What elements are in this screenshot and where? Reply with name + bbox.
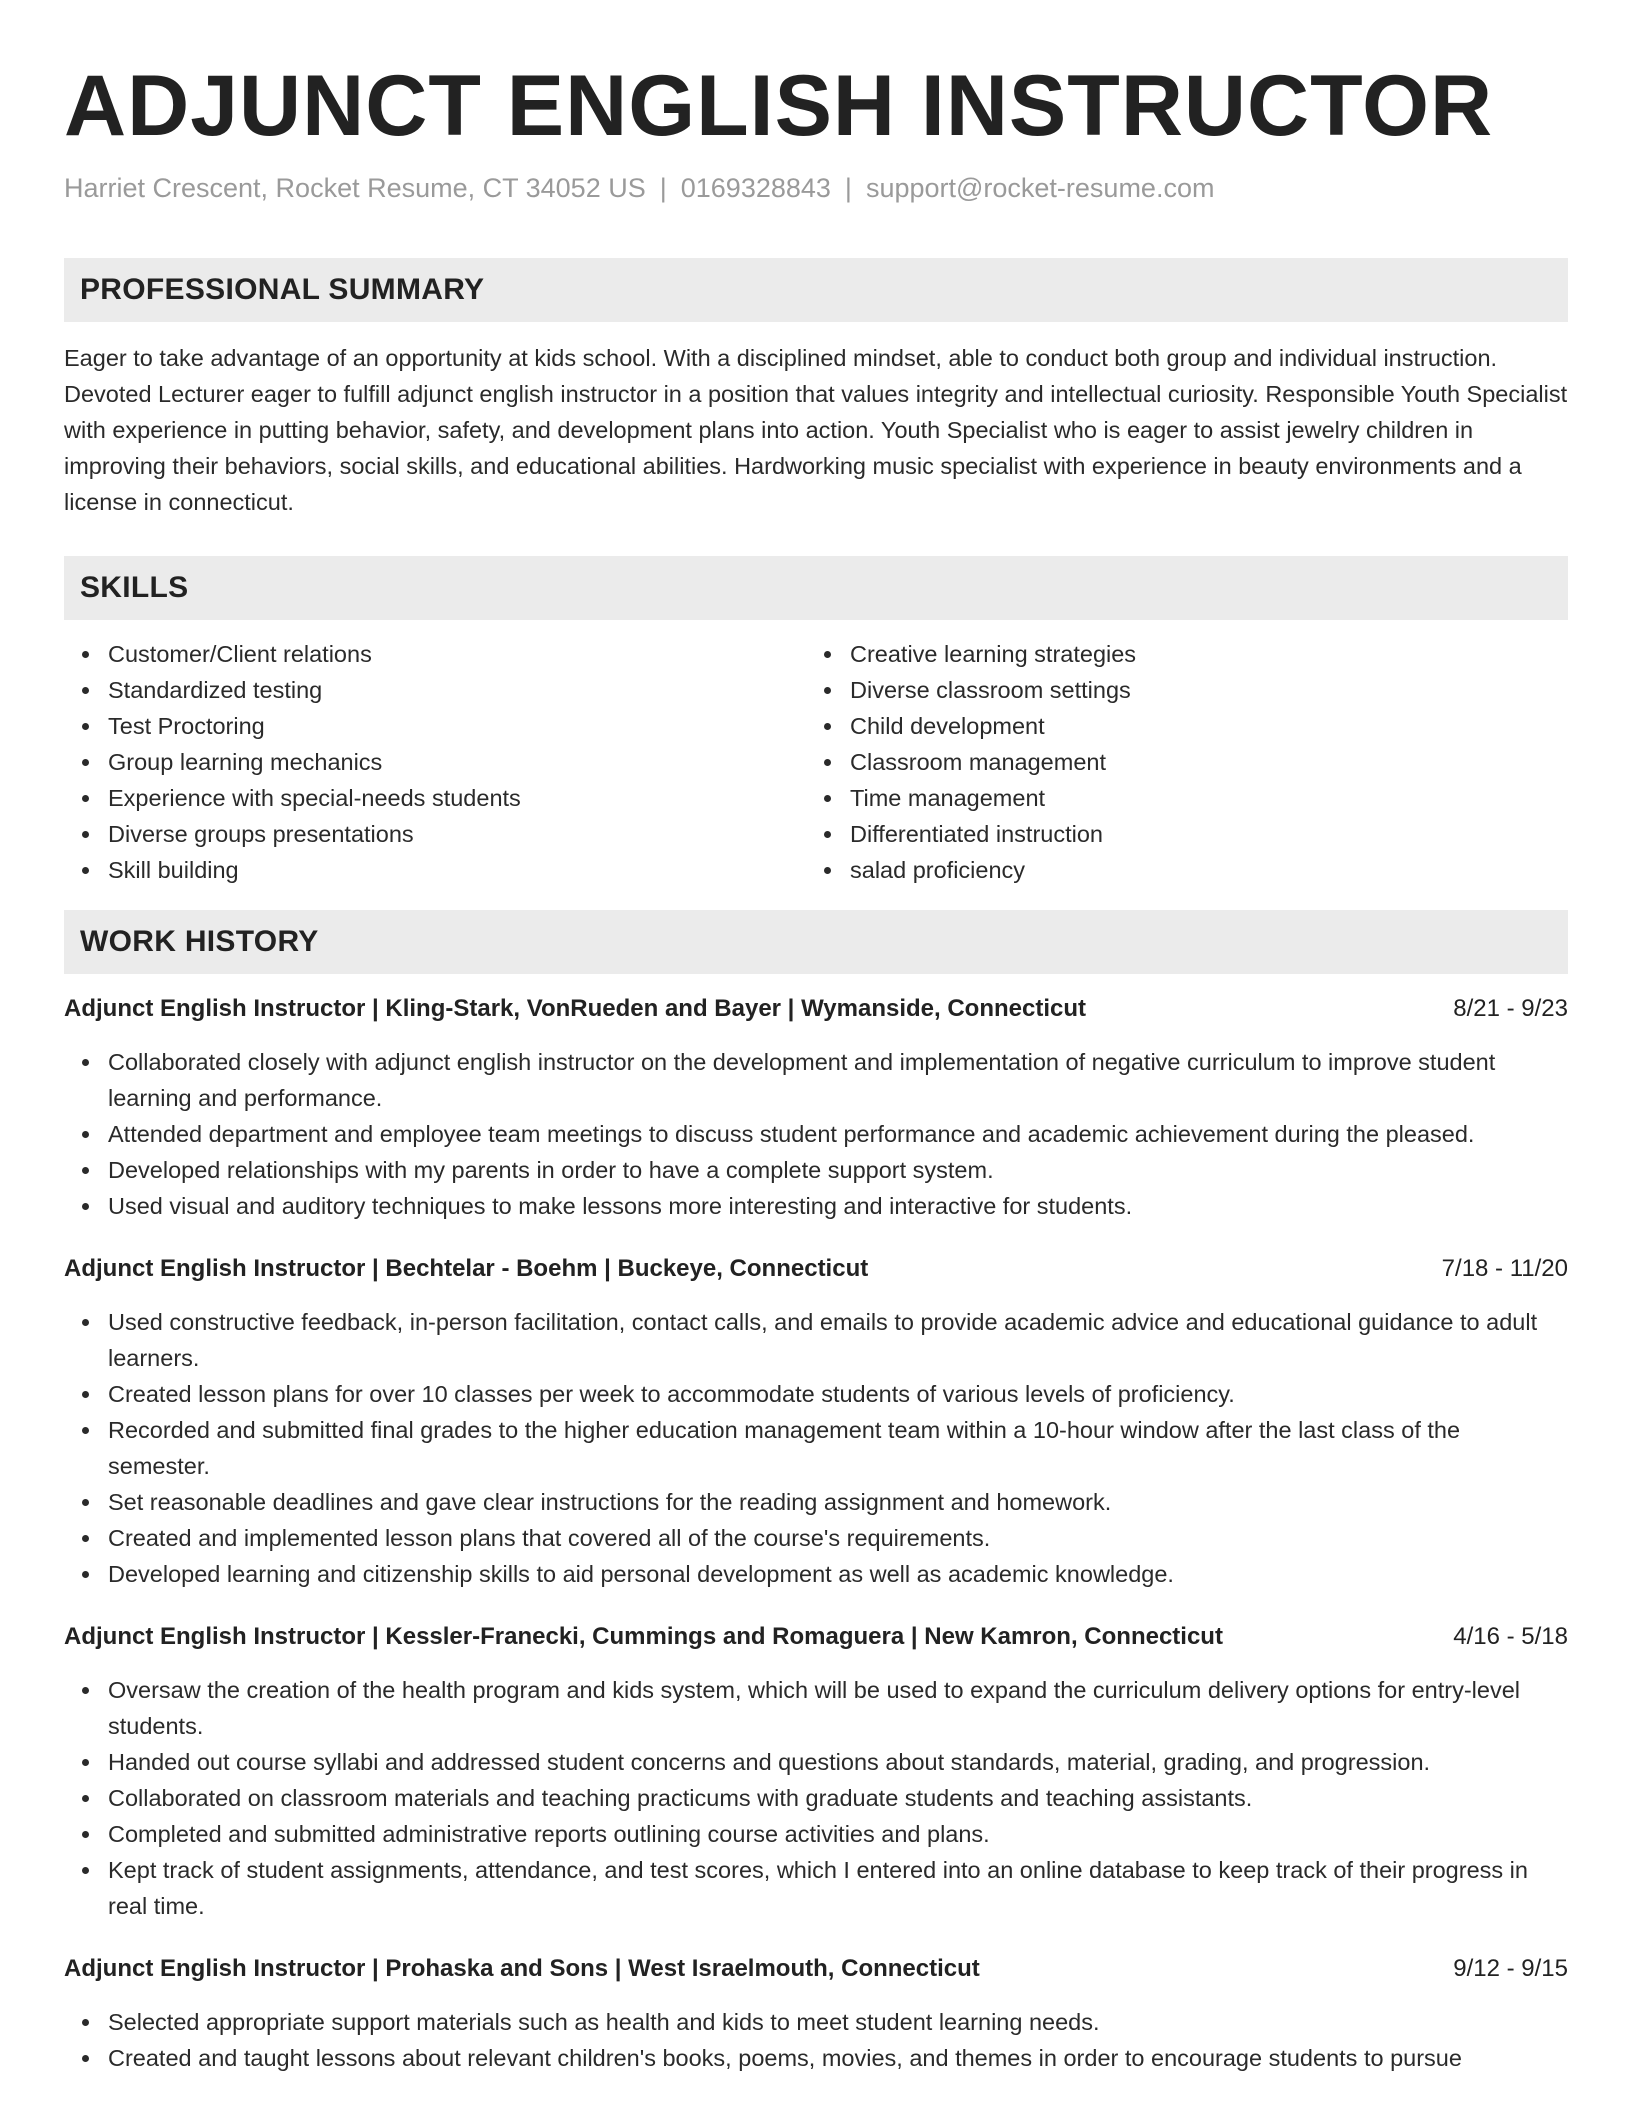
job-entry [64, 1952, 1568, 2076]
job-entry [64, 1620, 1568, 1924]
job-bullet: Developed relationships with my parents in order to have a complete support system. [108, 1152, 1568, 1188]
job-bullet: Oversaw the creation of the health program and kids system, which will be used to expand the curriculum delivery options for entry-level students. [108, 1672, 1568, 1744]
skill-item: Classroom management [850, 744, 1548, 780]
job-bullet: Attended department and employee team meetings to discuss student performance and academic achievement during the pleased. [108, 1116, 1568, 1152]
job-title: Adjunct English Instructor | Kling-Stark, VonRueden and Bayer | Wymanside, Connecticut [64, 995, 1087, 1022]
job-bullet: Developed learning and citizenship skills to aid personal development as well as academic knowledge. [108, 1556, 1568, 1592]
contact-phone: 0169328843 [680, 173, 831, 203]
job-heading-row [64, 1620, 1568, 1654]
job-bullets [64, 1044, 1568, 1224]
job-dates: 8/21 - 9/23 [1453, 995, 1568, 1022]
skill-item: Creative learning strategies [850, 636, 1548, 672]
job-dates: 4/16 - 5/18 [1453, 1623, 1568, 1650]
job-title: Adjunct English Instructor | Bechtelar - Boehm | Buckeye, Connecticut [64, 1255, 869, 1282]
skill-item: Diverse classroom settings [850, 672, 1548, 708]
job-heading-row [64, 1952, 1568, 1986]
skill-item: Skill building [108, 852, 806, 888]
skill-item: Diverse groups presentations [108, 816, 806, 852]
resume-name: ADJUNCT ENGLISH INSTRUCTOR [64, 58, 1494, 154]
summary-text: Eager to take advantage of an opportunity at kids school. With a disciplined mindset, able to conduct both group and individual instruction. Devoted Lecturer eager to fulfill adjunct english instructor in a position that values integrity and intellectual curiosity. Responsible Youth Specialist with experience in putting behavior, safety, and development plans into action. Youth Specialist who is eager to assist jewelry children in improving their behaviors, social skills, and educational abilities. Hardworking music specialist with experience in beauty environments and a license in connecticut. [64, 345, 1568, 515]
contact-separator: | [659, 173, 667, 203]
job-title: Adjunct English Instructor | Prohaska and Sons | West Israelmouth, Connecticut [64, 1955, 980, 1982]
job-bullets [64, 2004, 1568, 2076]
skill-item: Time management [850, 780, 1548, 816]
job-heading-row [64, 1252, 1568, 1286]
skill-item: salad proficiency [850, 852, 1548, 888]
job-bullet: Handed out course syllabi and addressed student concerns and questions about standards, material, grading, and progression. [108, 1744, 1568, 1780]
job-bullet: Collaborated on classroom materials and teaching practicums with graduate students and teaching assistants. [108, 1780, 1568, 1816]
skill-item: Child development [850, 708, 1548, 744]
job-bullet: Used visual and auditory techniques to make lessons more interesting and interactive for students. [108, 1188, 1568, 1224]
skills-list [64, 636, 1568, 888]
section-header-summary: PROFESSIONAL SUMMARY [64, 258, 1568, 322]
job-title: Adjunct English Instructor | Kessler-Franecki, Cummings and Romaguera | New Kamron, Connecticut [64, 1623, 1223, 1650]
skill-item: Differentiated instruction [850, 816, 1548, 852]
section-header-skills: SKILLS [64, 556, 1568, 620]
job-bullet: Created and implemented lesson plans that covered all of the course's requirements. [108, 1520, 1568, 1556]
contact-line [64, 170, 1568, 206]
skill-item: Customer/Client relations [108, 636, 806, 672]
job-bullet: Created and taught lessons about relevant children's books, poems, movies, and themes in order to encourage students to pursue [108, 2040, 1568, 2076]
skills-column-right [806, 636, 1548, 888]
skill-item: Standardized testing [108, 672, 806, 708]
job-bullet: Selected appropriate support materials such as health and kids to meet student learning needs. [108, 2004, 1568, 2040]
skills-column-left [64, 636, 806, 888]
job-bullets [64, 1672, 1568, 1924]
job-bullet: Completed and submitted administrative reports outlining course activities and plans. [108, 1816, 1568, 1852]
resume-page [64, 0, 1568, 2076]
skill-item: Test Proctoring [108, 708, 806, 744]
contact-address: Harriet Crescent, Rocket Resume, CT 34052 US [64, 173, 646, 203]
job-bullet: Used constructive feedback, in-person facilitation, contact calls, and emails to provide academic advice and educational guidance to adult learners. [108, 1304, 1568, 1376]
contact-email: support@rocket-resume.com [865, 173, 1215, 203]
skill-item: Experience with special-needs students [108, 780, 806, 816]
job-heading-row [64, 992, 1568, 1026]
contact-separator: | [844, 173, 852, 203]
job-entry [64, 992, 1568, 1224]
section-header-work-history: WORK HISTORY [64, 910, 1568, 974]
job-bullet: Created lesson plans for over 10 classes per week to accommodate students of various levels of proficiency. [108, 1376, 1568, 1412]
job-bullet: Collaborated closely with adjunct english instructor on the development and implementation of negative curriculum to improve student learning and performance. [108, 1044, 1568, 1116]
job-bullet: Set reasonable deadlines and gave clear instructions for the reading assignment and homework. [108, 1484, 1568, 1520]
job-dates: 7/18 - 11/20 [1441, 1255, 1568, 1282]
job-bullet: Recorded and submitted final grades to the higher education management team within a 10-hour window after the last class of the semester. [108, 1412, 1568, 1484]
job-bullets [64, 1304, 1568, 1592]
job-bullet: Kept track of student assignments, attendance, and test scores, which I entered into an online database to keep track of their progress in real time. [108, 1852, 1568, 1924]
job-dates: 9/12 - 9/15 [1453, 1955, 1568, 1982]
job-entry [64, 1252, 1568, 1592]
skill-item: Group learning mechanics [108, 744, 806, 780]
